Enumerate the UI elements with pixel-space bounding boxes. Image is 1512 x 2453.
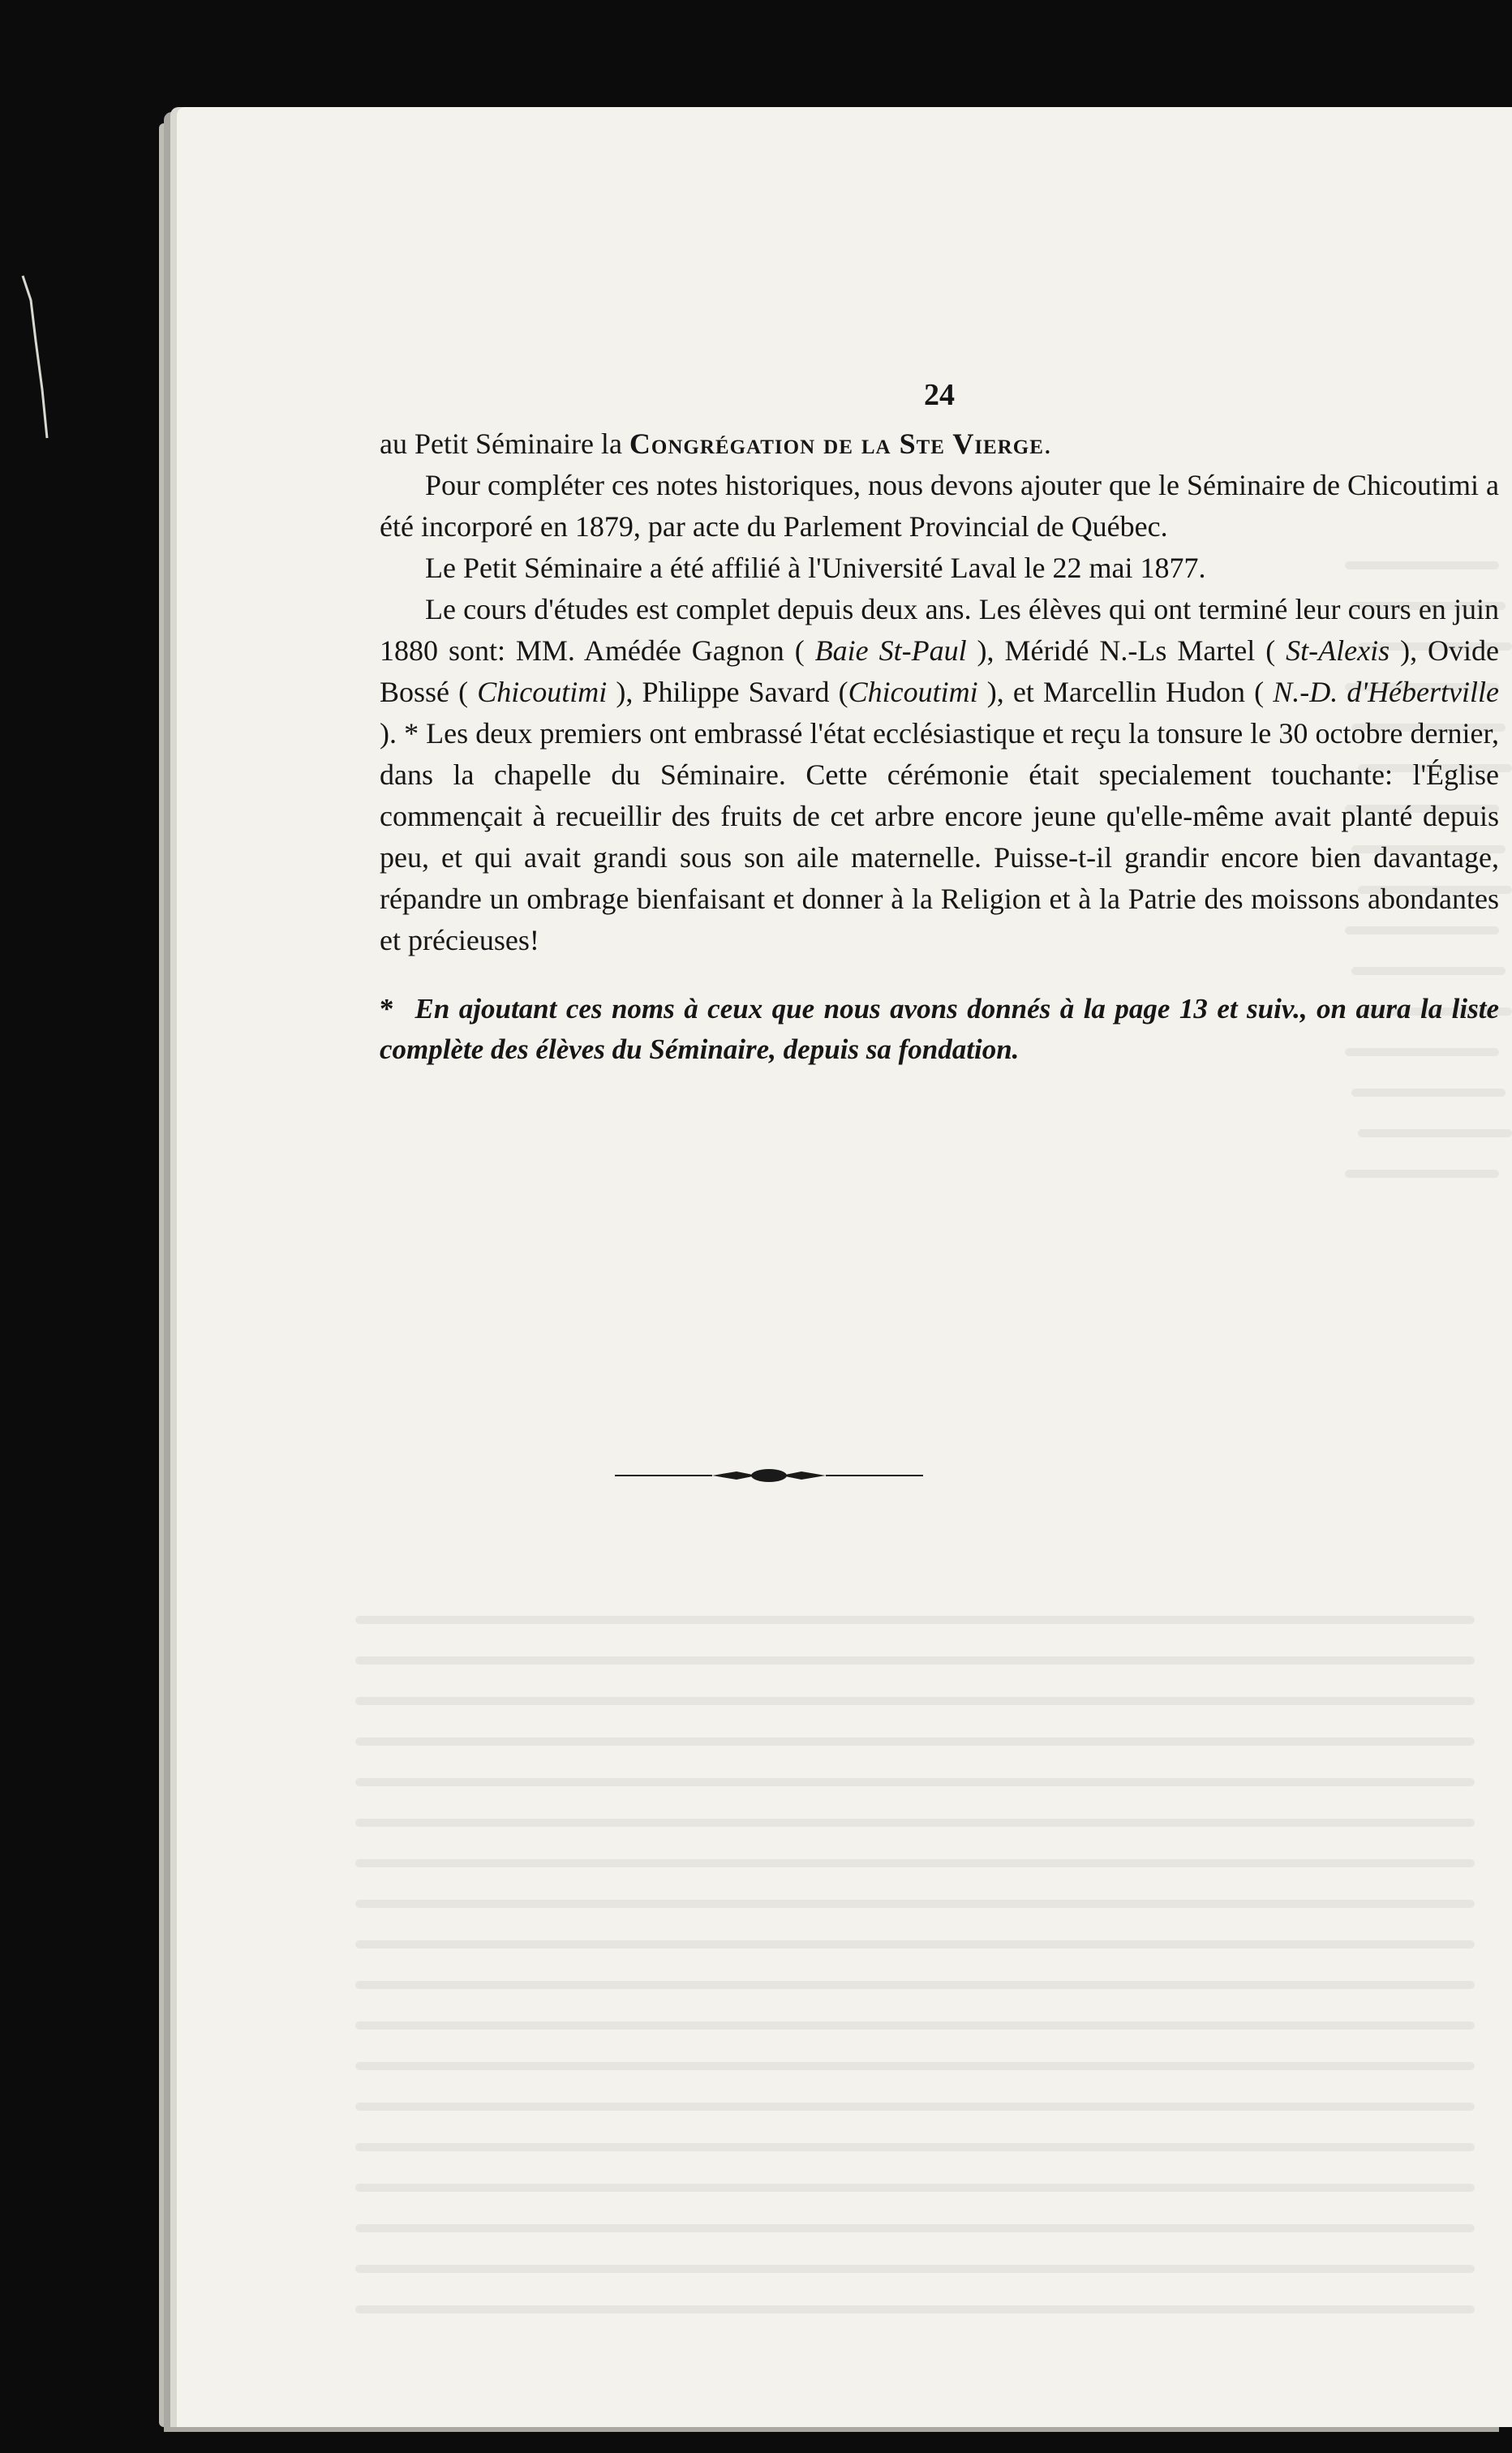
margin-pen-stroke [15,268,63,454]
bleed-line [355,1981,1475,1989]
bleed-line [1351,1089,1506,1097]
place-name: Baie St-Paul [814,634,967,667]
page-number: 24 [924,378,955,412]
text-run: ), Ovide Bossé ( [380,634,1499,708]
paragraph [380,465,1499,548]
page-text [380,378,1499,1070]
place-name: St-Alexis [1286,634,1390,667]
bleed-line [355,2103,1475,2111]
place-name: N.-D. d'Hébertville [1273,676,1499,708]
text-run: au Petit Séminaire la [380,427,629,460]
bleed-line [355,2184,1475,2192]
footnote [380,989,1499,1070]
text-run: ), Méridé N.-Ls Martel ( [966,634,1286,667]
paragraph [380,548,1499,589]
text-run: ), et Marcellin Hudon ( [977,676,1274,708]
text-run: ). * Les deux premiers ont embrassé l'état ecclésiastique et reçu la tonsure le 30 octobre dernier, dans la chapelle du Séminaire. Cette cérémonie était specialement touchante: l'Église commençait à recueillir des fruits de cet arbre encore jeune qu'elle-même avait planté depuis peu, et qui avait grandi sous son aile maternelle. Puisse-t-il grandir encore bien davantage, répandre un ombrage bienfaisant et donner à la Religion et à la Patrie des moissons abondantes et précieuses! [380,717,1499,956]
bleed-line [355,1859,1475,1867]
text-run: Le cours d'études est complet depuis deux ans. Les élèves qui ont terminé leur cours en juin 1880 sont: MM. Amédée Gagnon ( [380,593,1499,667]
paragraph [380,423,1499,465]
small-caps-text: Congrégation de la Ste Vierge [629,427,1044,460]
bleed-line [355,2143,1475,2151]
footnote-text: En ajoutant ces noms à ceux que nous avons donnés à la page 13 et suiv., on aura la liste complète des élèves du Séminaire, depuis sa fondation. [380,993,1499,1065]
bleed-line [355,1697,1475,1705]
paragraph [380,589,1499,961]
text-run: ), Philippe Savard ( [607,676,848,708]
bleed-line [355,1900,1475,1908]
text-run: Le Petit Séminaire a été affilié à l'Université Laval le 22 mai 1877. [425,552,1206,584]
bleed-line [355,2062,1475,2070]
bleed-line [355,1819,1475,1827]
text-run: . [1043,427,1051,460]
bleed-line [355,2305,1475,2313]
bleed-line [355,1738,1475,1746]
bleed-line [355,1778,1475,1786]
bleed-line [355,1616,1475,1624]
bleed-line [355,2021,1475,2030]
text-run: Pour compléter ces notes historiques, nous devons ajouter que le Séminaire de Chicoutimi a été incorporé en 1879, par acte du Parlement Provincial de Québec. [380,469,1499,543]
footnote-mark: * [380,993,394,1025]
bleed-line [355,1940,1475,1948]
book-page [177,107,1512,2427]
bleed-line [1358,1129,1512,1137]
bleed-line [1345,1170,1499,1178]
place-name: Chicoutimi [477,676,608,708]
bleed-line [355,2224,1475,2232]
bleed-line [355,2265,1475,2273]
place-name: Chicoutimi [848,676,978,708]
decorative-rule-icon [615,1463,923,1488]
body-paragraphs [380,423,1499,961]
bleed-line [355,1656,1475,1665]
